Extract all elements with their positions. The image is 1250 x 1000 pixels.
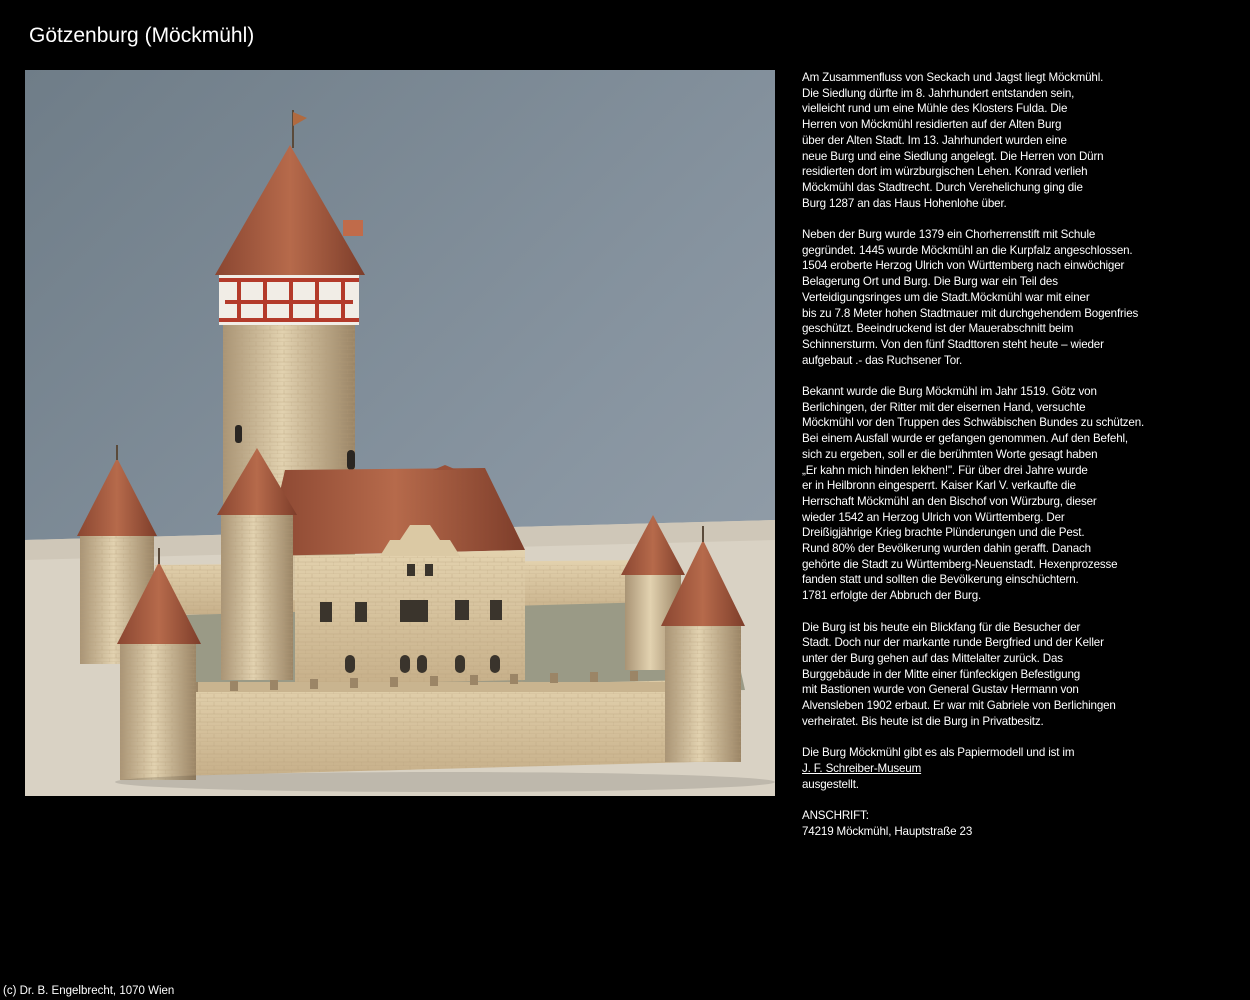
paragraph-museum — [802, 745, 1222, 792]
text-line: über der Alten Stadt. Im 13. Jahrhundert wurden eine — [802, 133, 1067, 147]
text-line: verheiratet. Bis heute ist die Burg in Privatbesitz. — [802, 714, 1044, 728]
article-text — [802, 70, 1222, 855]
text-line: Neben der Burg wurde 1379 ein Chorherrenstift mit Schule — [802, 228, 1096, 242]
text-line: neue Burg und eine Siedlung angelegt. Die Herren von Dürn — [802, 149, 1104, 163]
paragraph-history — [802, 70, 1222, 211]
address-label: ANSCHRIFT: — [802, 808, 869, 822]
text-line: bis zu 7.8 Meter hohen Stadtmauer mit durchgehendem Bogenfries — [802, 306, 1139, 320]
paragraph-today — [802, 620, 1222, 730]
address-value: 74219 Möckmühl, Hauptstraße 23 — [802, 824, 973, 838]
text-line: Verteidigungsringes um die Stadt.Möckmühl war mit einer — [802, 290, 1090, 304]
text-line: aufgebaut .- das Ruchsener Tor. — [802, 353, 963, 367]
text-line: Burg 1287 an das Haus Hohenlohe über. — [802, 196, 1007, 210]
text-line: fanden statt und sollten die Bevölkerung einschüchtern. — [802, 573, 1079, 587]
museum-outro: ausgestellt. — [802, 777, 859, 791]
text-line: gehörte die Stadt zu Württemberg-Neuenstadt. Hexenprozesse — [802, 557, 1118, 571]
text-line: 1504 eroberte Herzog Ulrich von Württemberg nach einwöchiger — [802, 259, 1125, 273]
text-line: „Er kahn mich hinden lekhen!". Für über drei Jahre wurde — [802, 463, 1088, 477]
text-line: Burggebäude in der Mitte einer fünfeckigen Befestigung — [802, 667, 1081, 681]
text-line: Dreißigjährige Krieg brachte Plünderungen und die Pest. — [802, 526, 1085, 540]
text-line: gegründet. 1445 wurde Möckmühl an die Kurpfalz angeschlossen. — [802, 243, 1133, 257]
text-line: Bekannt wurde die Burg Möckmühl im Jahr 1519. Götz von — [802, 385, 1097, 399]
copyright-notice: (c) Dr. B. Engelbrecht, 1070 Wien — [3, 985, 175, 997]
page-title: Götzenburg (Möckmühl) — [29, 24, 255, 47]
text-line: Die Siedlung dürfte im 8. Jahrhundert entstanden sein, — [802, 86, 1075, 100]
text-line: Schinnersturm. Von den fünf Stadttoren steht heute – wieder — [802, 337, 1104, 351]
text-line: 1781 erfolgte der Abbruch der Burg. — [802, 589, 982, 603]
text-line: Bei einem Ausfall wurde er gefangen genommen. Auf den Befehl, — [802, 432, 1128, 446]
text-line: Stadt. Doch nur der markante runde Bergfried und der Keller — [802, 636, 1104, 650]
text-line: Rund 80% der Bevölkerung wurden dahin gerafft. Danach — [802, 542, 1091, 556]
text-line: vielleicht rund um eine Mühle des Klosters Fulda. Die — [802, 102, 1068, 116]
museum-intro: Die Burg Möckmühl gibt es als Papiermodell und ist im — [802, 746, 1075, 760]
castle-paper-model-photo — [25, 70, 775, 796]
text-line: Möckmühl vor den Truppen des Schwäbischen Bundes zu schützen. — [802, 416, 1145, 430]
paragraph-fortification — [802, 227, 1222, 368]
text-line: mit Bastionen wurde von General Gustav Hermann von — [802, 683, 1079, 697]
text-line: Alvensleben 1902 erbaut. Er war mit Gabriele von Berlichingen — [802, 699, 1116, 713]
text-line: Herrschaft Möckmühl an den Bischof von Würzburg, dieser — [802, 494, 1097, 508]
paragraph-goetz — [802, 384, 1222, 604]
text-line: geschützt. Beeindruckend ist der Mauerabschnitt beim — [802, 322, 1074, 336]
text-line: Die Burg ist bis heute ein Blickfang für die Besucher der — [802, 620, 1081, 634]
text-line: sich zu ergeben, soll er die berühmten Worte gesagt haben — [802, 447, 1098, 461]
text-line: Berlichingen, der Ritter mit der eisernen Hand, versuchte — [802, 400, 1086, 414]
text-line: Am Zusammenfluss von Seckach und Jagst liegt Möckmühl. — [802, 71, 1104, 84]
text-line: wieder 1542 an Herzog Ulrich von Württemberg. Der — [802, 510, 1065, 524]
text-line: residierten dort im würzburgischen Lehen. Konrad verlieh — [802, 165, 1088, 179]
castle-model-illustration — [25, 70, 775, 796]
paragraph-address — [802, 808, 1222, 839]
text-line: er in Heilbronn eingesperrt. Kaiser Karl V. verkaufte die — [802, 479, 1076, 493]
museum-link[interactable]: J. F. Schreiber-Museum — [802, 761, 922, 775]
text-line: Möckmühl das Stadtrecht. Durch Verehelichung ging die — [802, 180, 1083, 194]
text-line: Herren von Möckmühl residierten auf der Alten Burg — [802, 118, 1062, 132]
text-line: unter der Burg gehen auf das Mittelalter zurück. Das — [802, 651, 1063, 665]
text-line: Belagerung Ort und Burg. Die Burg war ein Teil des — [802, 275, 1058, 289]
